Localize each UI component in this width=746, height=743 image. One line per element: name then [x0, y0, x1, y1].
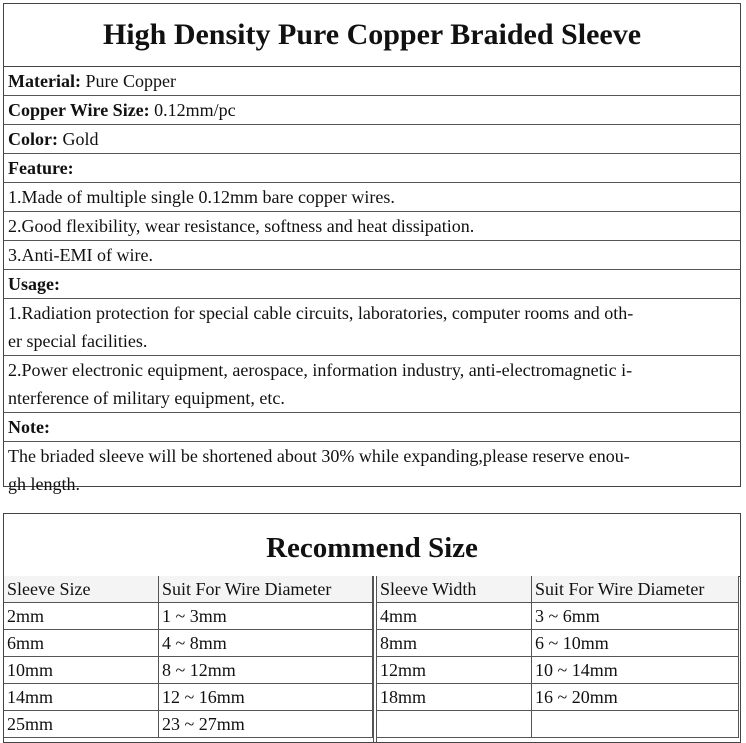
wire-size-label: Copper Wire Size: — [8, 100, 150, 120]
table-cell: 1 ~ 3mm — [159, 603, 373, 630]
material-row — [4, 67, 740, 96]
spec-title: High Density Pure Copper Braided Sleeve — [4, 4, 740, 67]
table-cell: 18mm — [377, 684, 532, 711]
feature-item: 3.Anti-EMI of wire. — [4, 241, 740, 270]
feature-item: 2.Good flexibility, wear resistance, softness and heat dissipation. — [4, 212, 740, 241]
usage-item-line: nterference of military equipment, etc. — [4, 384, 740, 413]
table-cell: 2mm — [4, 603, 159, 630]
table-cell: 23 ~ 27mm — [159, 711, 373, 738]
table-cell: 8 ~ 12mm — [159, 657, 373, 684]
table-cell: 12mm — [377, 657, 532, 684]
right-diameter-column — [532, 576, 739, 738]
table-cell: 4mm — [377, 603, 532, 630]
table-cell — [377, 711, 532, 738]
table-cell: 8mm — [377, 630, 532, 657]
sleeve-size-column — [4, 576, 159, 738]
recommend-size-panel — [3, 513, 741, 743]
table-cell: 10 ~ 14mm — [532, 657, 739, 684]
feature-item: 1.Made of multiple single 0.12mm bare copper wires. — [4, 183, 740, 212]
table-cell: 4 ~ 8mm — [159, 630, 373, 657]
note-line: gh length. — [8, 474, 80, 494]
column-header: Suit For Wire Diameter — [532, 576, 739, 603]
table-cell: 12 ~ 16mm — [159, 684, 373, 711]
column-header: Sleeve Width — [377, 576, 532, 603]
table-cell: 10mm — [4, 657, 159, 684]
color-value: Gold — [57, 129, 99, 149]
sleeve-width-column — [377, 576, 532, 738]
usage-item-line: 1.Radiation protection for special cable circuits, laboratories, computer rooms and oth- — [8, 303, 634, 323]
usage-item-line: er special facilities. — [4, 327, 740, 356]
size-title: Recommend Size — [4, 514, 740, 577]
table-cell: 16 ~ 20mm — [532, 684, 739, 711]
material-value: Pure Copper — [80, 71, 176, 91]
color-label: Color: — [8, 129, 58, 149]
wire-size-row — [4, 96, 740, 125]
table-cell: 6mm — [4, 630, 159, 657]
column-header: Sleeve Size — [4, 576, 159, 603]
column-header: Suit For Wire Diameter — [159, 576, 373, 603]
note-label: Note: — [4, 413, 740, 442]
table-cell: 25mm — [4, 711, 159, 738]
table-cell — [532, 711, 739, 738]
table-cell: 3 ~ 6mm — [532, 603, 739, 630]
table-cell: 14mm — [4, 684, 159, 711]
color-row — [4, 125, 740, 154]
usage-item-line: 2.Power electronic equipment, aerospace, information industry, anti-electromagnetic i- — [8, 360, 633, 380]
table-cell: 6 ~ 10mm — [532, 630, 739, 657]
note-line: The briaded sleeve will be shortened about 30% while expanding,please reserve enou- — [8, 446, 630, 466]
feature-label: Feature: — [4, 154, 740, 183]
left-diameter-column — [159, 576, 373, 738]
spec-panel — [3, 3, 741, 494]
wire-size-value: 0.12mm/pc — [149, 100, 236, 120]
usage-label: Usage: — [4, 270, 740, 299]
material-label: Material: — [8, 71, 81, 91]
